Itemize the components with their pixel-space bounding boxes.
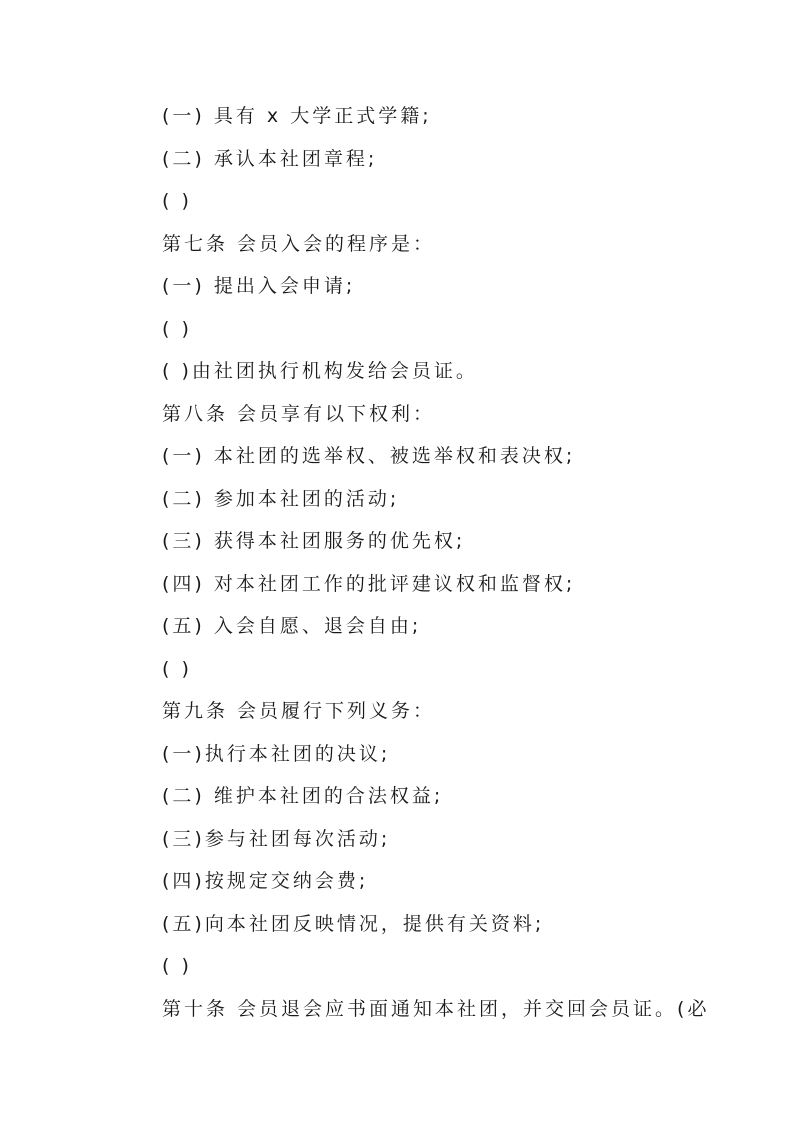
article-heading: 第七条 会员入会的程序是： [162,232,436,255]
text-line: ( ) [162,190,192,212]
text-line: (四)按规定交纳会费; [162,870,369,892]
article-heading: 第八条 会员享有以下权利： [162,402,436,425]
text-line: (一) 本社团的选举权、被选举权和表决权; [162,445,576,467]
text-line: (一) 具有 x 大学正式学籍; [162,105,432,127]
text-line: (三)参与社团每次活动; [162,827,391,850]
text-line: (五) 入会自愿、退会自由; [162,615,422,637]
text-line: (五)向本社团反映情况，提供有关资料; [162,912,545,935]
text-line: ( ) [162,317,192,340]
text-line: (二) 维护本社团的合法权益; [162,785,444,807]
text-line: ( ) [162,657,192,680]
text-line: (二) 承认本社团章程; [162,147,378,170]
document-body [162,100,722,1035]
text-line: ( ) [162,955,192,977]
article-heading: 第十条 会员退会应书面通知本社团，并交回会员证。(必 [162,997,710,1020]
text-line: (四) 对本社团工作的批评建议权和监督权; [162,572,576,595]
text-line: (三) 获得本社团服务的优先权; [162,530,466,552]
article-heading: 第九条 会员履行下列义务： [162,700,436,722]
text-line: (一)执行本社团的决议; [162,742,391,765]
text-line: (二) 参加本社团的活动; [162,487,400,510]
text-line: ( )由社团执行机构发给会员证。 [162,360,478,382]
text-line: (一) 提出入会申请; [162,275,356,297]
